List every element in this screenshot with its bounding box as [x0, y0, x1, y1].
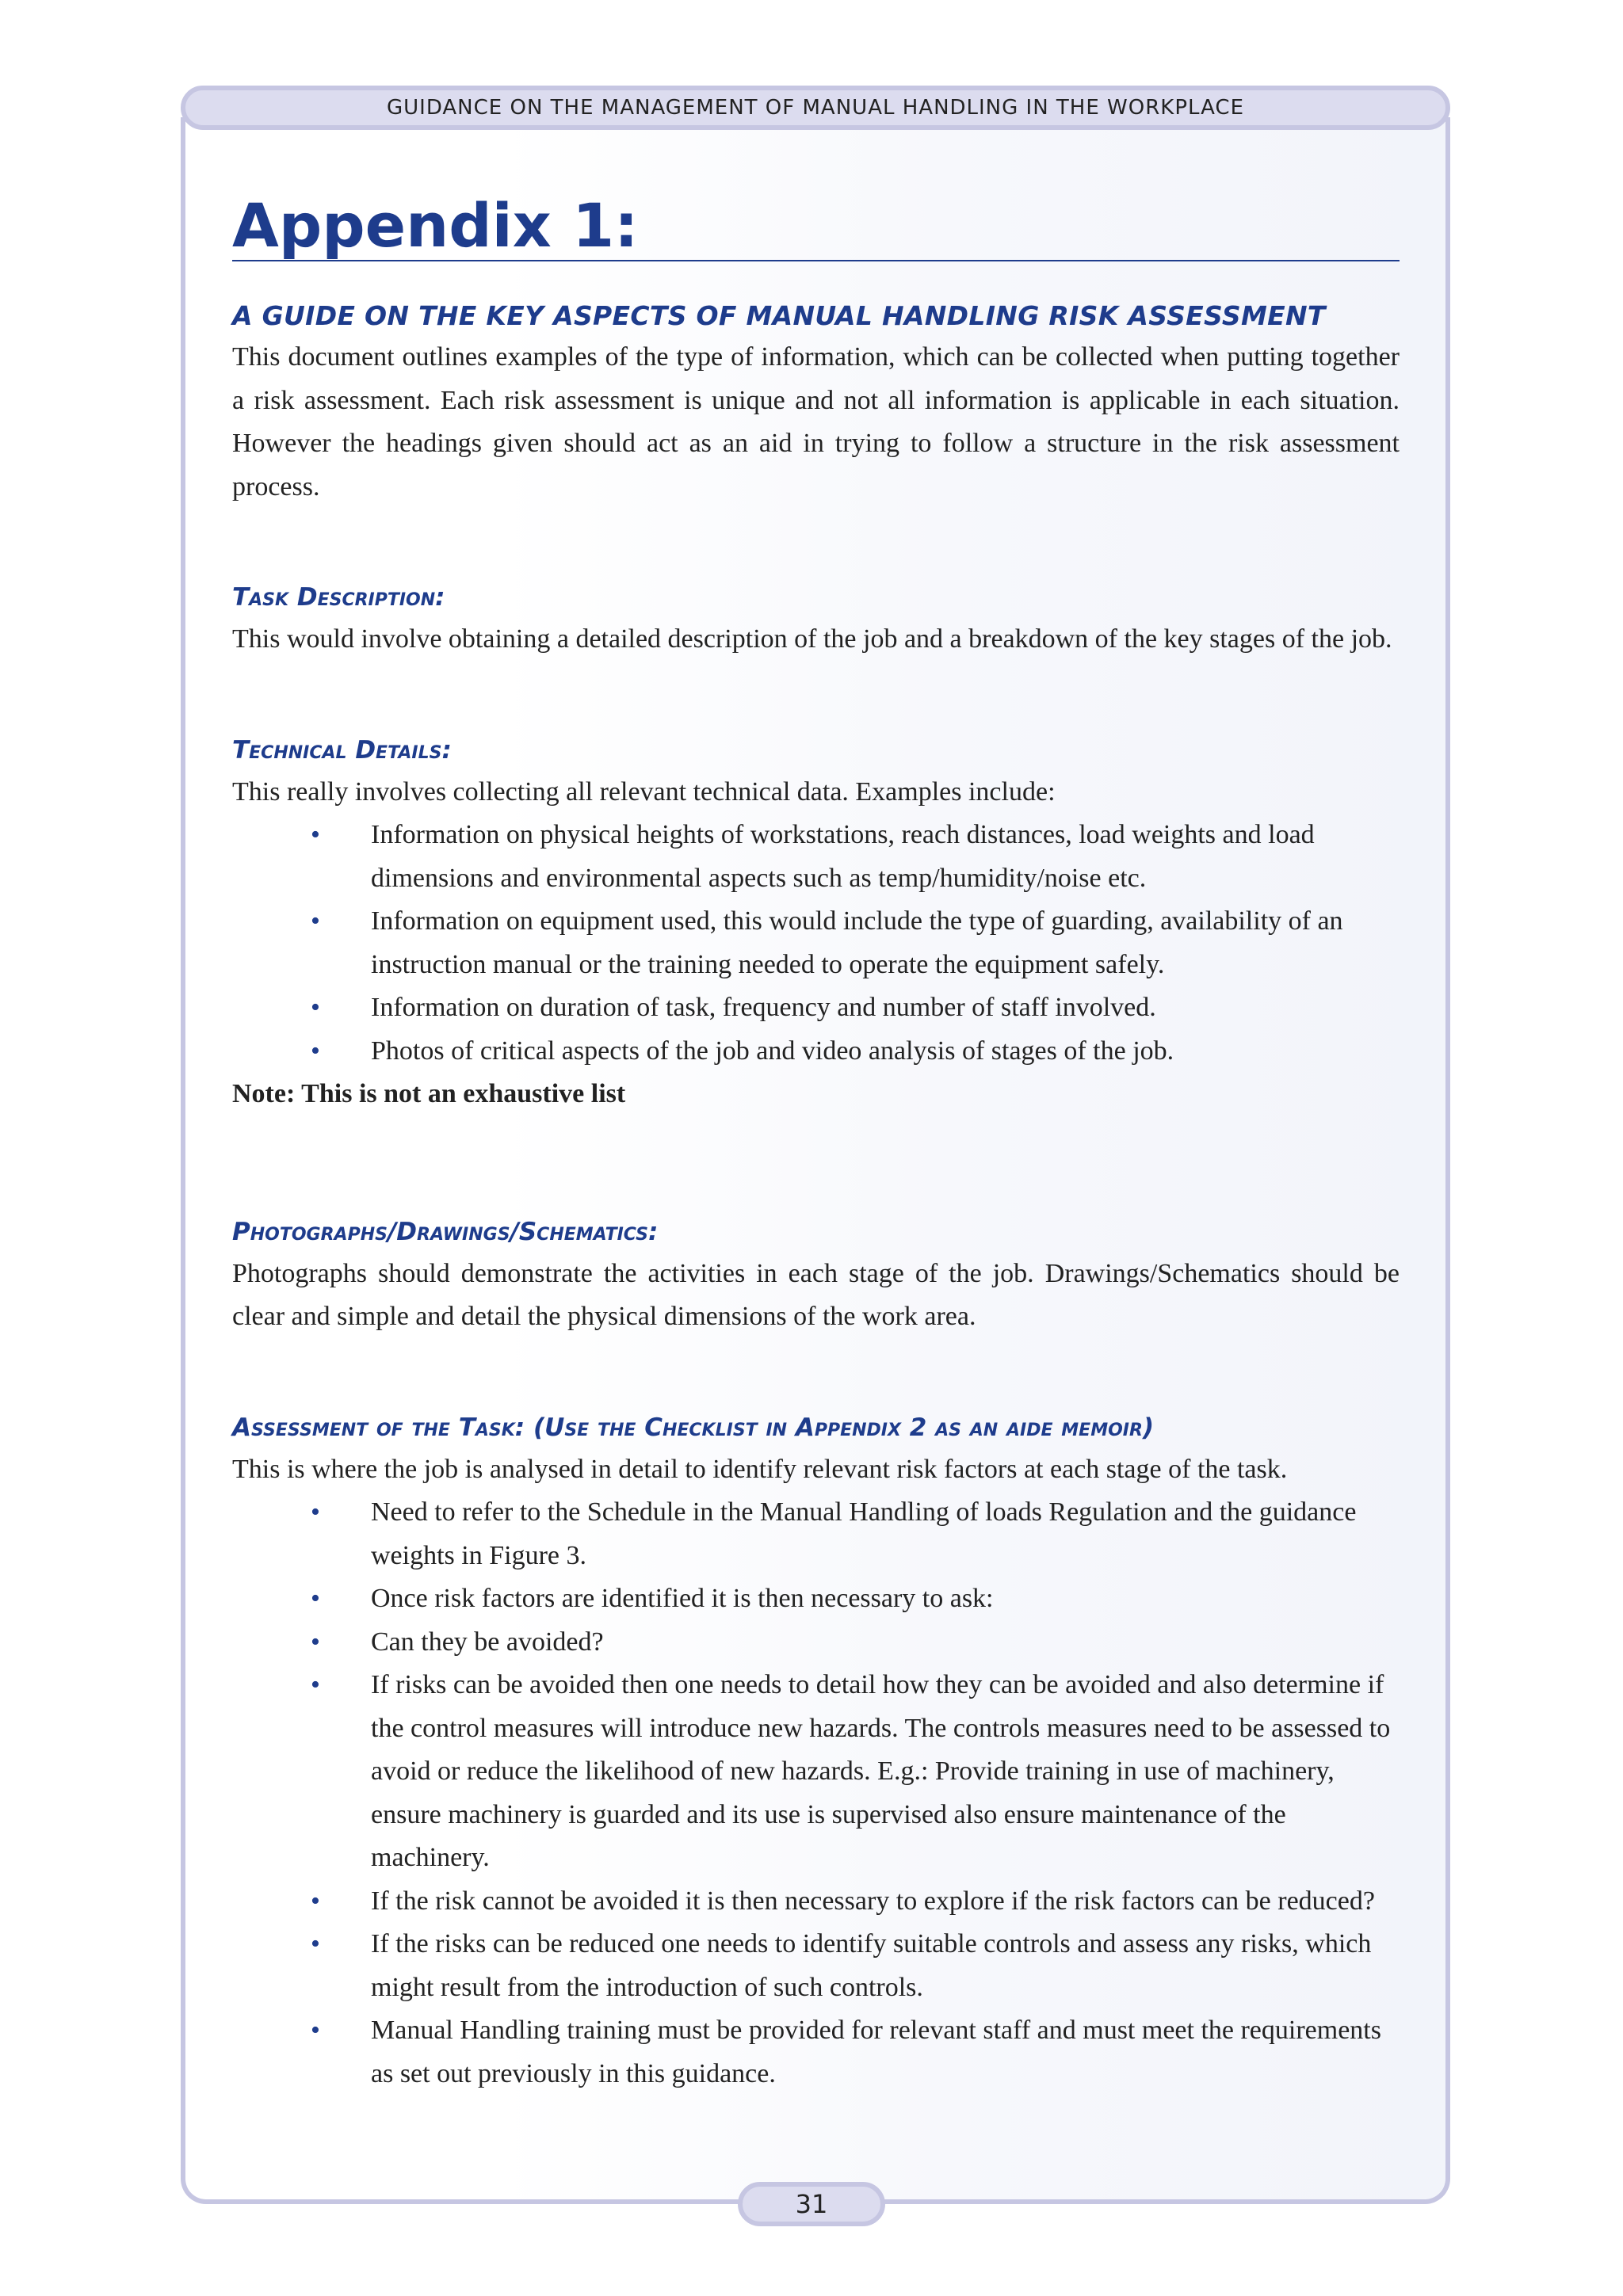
running-header: GUIDANCE ON THE MANAGEMENT OF MANUAL HANDLING IN THE WORKPLACE	[181, 86, 1450, 130]
technical-details-text: This really involves collecting all relevant technical data. Examples include:	[232, 776, 1056, 807]
technical-details-heading: Technical Details:	[232, 735, 452, 765]
list-item: • If the risk cannot be avoided it is then necessary to explore if the risk factors can be reduced?	[371, 1880, 1400, 1924]
task-description-text: This would involve obtaining a detailed description of the job and a breakdown of the key stages of the job.	[232, 624, 1392, 654]
list-item	[371, 1664, 1400, 1880]
example-text: E.g.: Provide training in use of machinery, ensure machinery is guarded and its use is supervised also ensure maintenance of the machinery.	[371, 1756, 1335, 1872]
page-content	[232, 174, 1400, 2096]
note-text: Note: This is not an exhaustive list	[232, 1079, 626, 1108]
photographs-heading: Photographs/Drawings/Schematics:	[232, 1217, 659, 1246]
assessment-text: This is where the job is analysed in detail to identify relevant risk factors at each stage of the task.	[232, 1454, 1288, 1484]
page-number: 31	[738, 2182, 885, 2226]
document-subtitle: A GUIDE ON THE KEY ASPECTS OF MANUAL HANDLING RISK ASSESSMENT	[232, 300, 1326, 331]
list-item: • Information on equipment used, this would include the type of guarding, availability of an instruction manual or the training needed to operate the equipment safely.	[371, 900, 1400, 986]
list-item: • Information on physical heights of workstations, reach distances, load weights and load dimensions and environmental aspects such as temp/humidity/noise etc.	[371, 814, 1400, 900]
photographs-text: Photographs should demonstrate the activities in each stage of the job. Drawings/Schematics should be clear and simple and detail the physical dimensions of the work area.	[232, 1258, 1400, 1331]
task-description-heading: Task Description:	[232, 583, 445, 612]
assessment-heading: Assessment of the Task: (Use the Checklist in Appendix 2 as an aide memoir)	[232, 1413, 1155, 1442]
list-item-text: If risks can be avoided then one needs to detail how they can be avoided and also determine if the control measures will introduce new hazards. The controls measures need to be assessed to avoid or reduce the likelihood of new hazards.	[371, 1670, 1391, 1786]
list-item: • If the risks can be reduced one needs to identify suitable controls and assess any risks, which might result from the introduction of such controls.	[371, 1923, 1400, 2009]
technical-details-list	[232, 814, 1400, 1073]
list-item: • Photos of critical aspects of the job and video analysis of stages of the job.	[371, 1030, 1400, 1074]
assessment-list	[232, 1491, 1400, 2096]
list-item: • Manual Handling training must be provided for relevant staff and must meet the requirements as set out previously in this guidance.	[371, 2009, 1400, 2096]
list-item: • Information on duration of task, frequency and number of staff involved.	[371, 986, 1400, 1030]
list-item: • Need to refer to the Schedule in the Manual Handling of loads Regulation and the guidance weights in Figure 3.	[371, 1491, 1400, 1577]
list-item: • Once risk factors are identified it is then necessary to ask:	[371, 1577, 1400, 1621]
page-title: Appendix 1:	[232, 190, 639, 261]
list-item: • Can they be avoided?	[371, 1621, 1400, 1665]
intro-paragraph: This document outlines examples of the type of information, which can be collected when putting together a risk assessment. Each risk assessment is unique and not all information is applicable in each situation. However the headings given should act as an aid in trying to follow a structure in the risk assessment process.	[232, 342, 1400, 502]
